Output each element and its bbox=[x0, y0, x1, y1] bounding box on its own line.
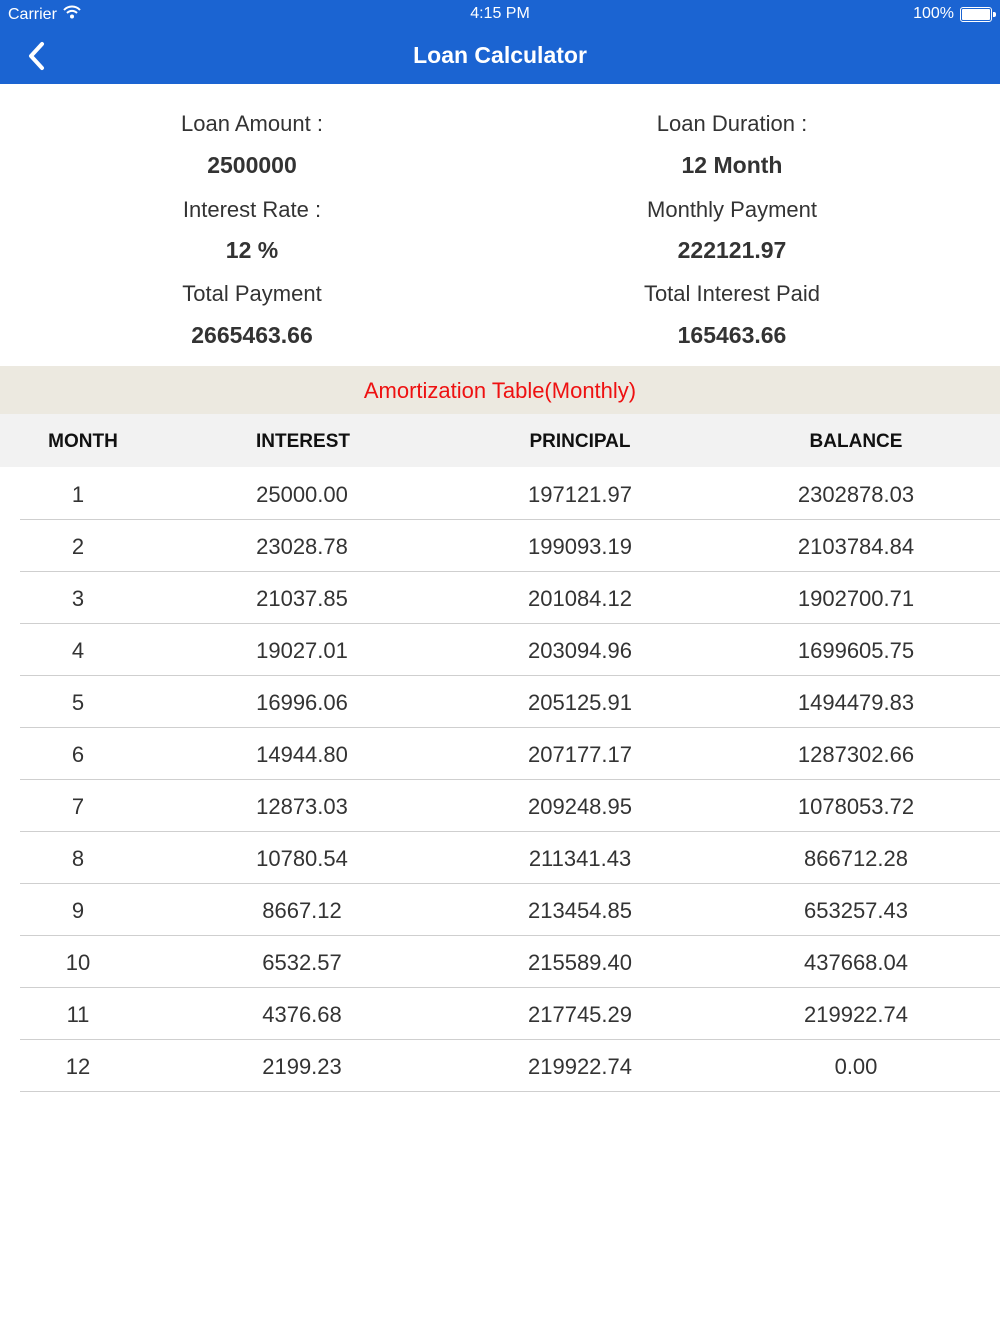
app-header bbox=[0, 0, 1000, 84]
nav-bar bbox=[0, 28, 1000, 84]
table-row bbox=[20, 728, 1000, 780]
cell-principal: 205125.91 bbox=[528, 690, 632, 715]
cell-principal: 209248.95 bbox=[528, 794, 632, 819]
table-header bbox=[0, 414, 1000, 467]
table-row bbox=[20, 624, 1000, 676]
cell-principal: 197121.97 bbox=[528, 482, 632, 507]
table-row bbox=[20, 832, 1000, 884]
amortization-header bbox=[0, 366, 1000, 414]
interest-rate-value: 12 % bbox=[225, 237, 279, 263]
cell-balance: 1287302.66 bbox=[797, 742, 915, 767]
table-row bbox=[20, 572, 1000, 624]
cell-balance: 1902700.71 bbox=[797, 586, 915, 611]
cell-month: 5 bbox=[71, 690, 85, 715]
total-payment-value: 2665463.66 bbox=[191, 322, 313, 348]
cell-principal: 207177.17 bbox=[528, 742, 632, 767]
cell-interest: 25000.00 bbox=[256, 482, 348, 507]
cell-balance: 1494479.83 bbox=[797, 690, 915, 715]
total-interest-label: Total Interest Paid bbox=[643, 281, 821, 306]
amortization-title: Amortization Table(Monthly) bbox=[363, 378, 637, 403]
loan-summary bbox=[0, 84, 1000, 366]
table-row bbox=[20, 520, 1000, 572]
cell-balance: 437668.04 bbox=[804, 950, 908, 975]
cell-interest: 19027.01 bbox=[256, 638, 348, 663]
cell-interest: 21037.85 bbox=[256, 586, 348, 611]
column-header-month: MONTH bbox=[48, 431, 118, 452]
cell-principal: 219922.74 bbox=[528, 1054, 632, 1079]
total-interest-value: 165463.66 bbox=[677, 322, 787, 348]
cell-balance: 1699605.75 bbox=[797, 638, 915, 663]
cell-interest: 23028.78 bbox=[256, 534, 348, 559]
column-header-balance: BALANCE bbox=[809, 431, 903, 452]
cell-balance: 653257.43 bbox=[804, 898, 908, 923]
page-title: Loan Calculator bbox=[413, 42, 587, 68]
cell-interest: 14944.80 bbox=[256, 742, 348, 767]
table-row bbox=[20, 936, 1000, 988]
cell-balance: 2103784.84 bbox=[797, 534, 915, 559]
loan-duration-value: 12 Month bbox=[681, 152, 783, 178]
cell-month: 12 bbox=[65, 1054, 91, 1079]
table-row bbox=[20, 468, 1000, 520]
loan-amount-value: 2500000 bbox=[207, 152, 297, 178]
carrier-label: Carrier bbox=[8, 5, 57, 23]
interest-rate-label: Interest Rate : bbox=[182, 197, 322, 222]
table-row bbox=[20, 676, 1000, 728]
cell-principal: 213454.85 bbox=[528, 898, 632, 923]
table-row bbox=[20, 1040, 1000, 1092]
cell-interest: 4376.68 bbox=[262, 1002, 342, 1027]
battery-percent: 100% bbox=[913, 5, 954, 22]
cell-month: 1 bbox=[71, 482, 85, 507]
table-row bbox=[20, 988, 1000, 1040]
column-header-interest: INTEREST bbox=[256, 431, 350, 452]
cell-balance: 219922.74 bbox=[804, 1002, 908, 1027]
loan-amount-label: Loan Amount : bbox=[181, 111, 323, 136]
status-right bbox=[913, 5, 992, 23]
cell-balance: 1078053.72 bbox=[797, 794, 915, 819]
cell-principal: 199093.19 bbox=[528, 534, 632, 559]
cell-month: 8 bbox=[71, 846, 85, 871]
cell-balance: 2302878.03 bbox=[797, 482, 915, 507]
cell-month: 6 bbox=[71, 742, 85, 767]
cell-month: 4 bbox=[71, 638, 85, 663]
cell-interest: 2199.23 bbox=[262, 1054, 342, 1079]
cell-interest: 12873.03 bbox=[256, 794, 348, 819]
monthly-payment-label: Monthly Payment bbox=[647, 197, 817, 222]
cell-interest: 16996.06 bbox=[256, 690, 348, 715]
cell-month: 3 bbox=[71, 586, 85, 611]
table-row bbox=[20, 884, 1000, 936]
cell-principal: 201084.12 bbox=[528, 586, 632, 611]
cell-balance: 866712.28 bbox=[804, 846, 908, 871]
cell-month: 10 bbox=[65, 950, 91, 975]
status-time: 4:15 PM bbox=[470, 5, 530, 22]
cell-balance: 0.00 bbox=[834, 1054, 878, 1079]
cell-interest: 8667.12 bbox=[262, 898, 342, 923]
cell-interest: 10780.54 bbox=[256, 846, 348, 871]
cell-month: 11 bbox=[66, 1002, 90, 1027]
cell-principal: 203094.96 bbox=[528, 638, 632, 663]
cell-principal: 215589.40 bbox=[528, 950, 632, 975]
cell-month: 7 bbox=[71, 794, 85, 819]
loan-duration-label: Loan Duration : bbox=[656, 111, 808, 136]
table-row bbox=[20, 780, 1000, 832]
cell-principal: 211341.43 bbox=[528, 846, 632, 871]
cell-principal: 217745.29 bbox=[528, 1002, 632, 1027]
cell-month: 9 bbox=[71, 898, 85, 923]
cell-month: 2 bbox=[71, 534, 85, 559]
column-header-principal: PRINCIPAL bbox=[529, 431, 631, 452]
cell-interest: 6532.57 bbox=[262, 950, 342, 975]
total-payment-label: Total Payment bbox=[182, 281, 322, 306]
status-bar bbox=[0, 0, 1000, 28]
battery-icon bbox=[960, 7, 992, 22]
monthly-payment-value: 222121.97 bbox=[677, 237, 787, 263]
